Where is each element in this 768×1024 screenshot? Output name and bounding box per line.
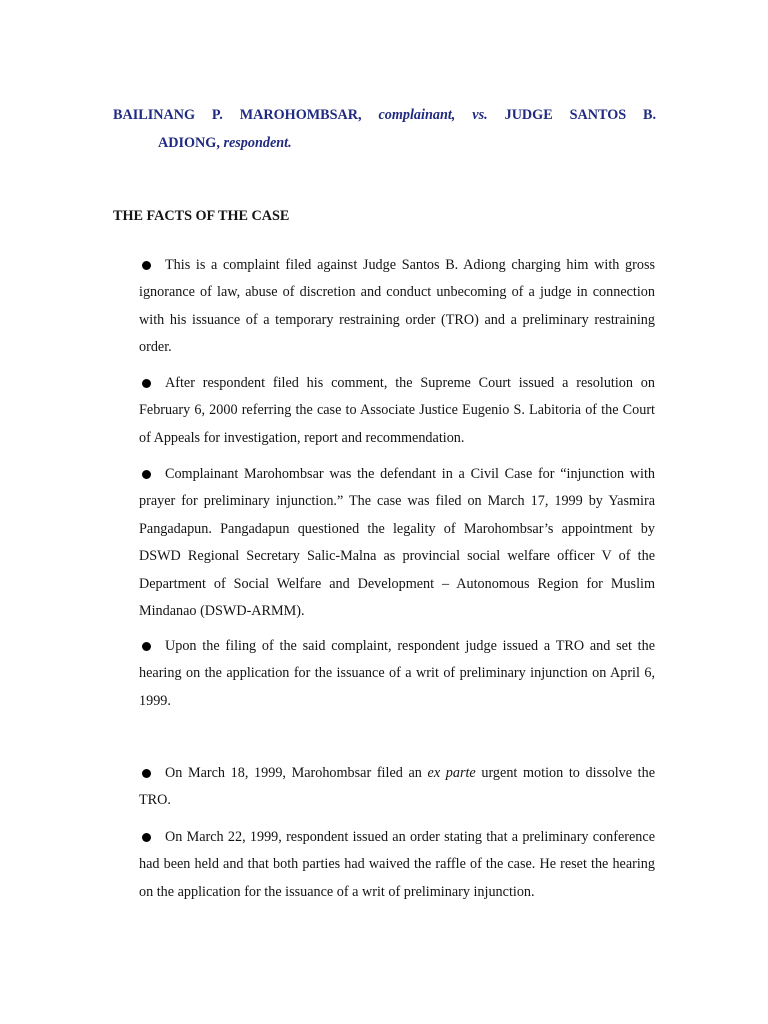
bullet-icon xyxy=(142,379,151,388)
complainant-name: BAILINANG P. MAROHOMBSAR, xyxy=(113,107,362,123)
section-heading: THE FACTS OF THE CASE xyxy=(113,208,290,224)
respondent-surname: ADIONG, xyxy=(158,135,220,151)
fact-text: This is a complaint filed against Judge Santos B. Adiong charging him with gross ignorance of law, abuse of discretion and conduct unbecoming of a judge in connection with his issuance of a temporary restraining order (TRO) and a preliminary restraining order. xyxy=(139,257,655,356)
case-caption xyxy=(113,101,656,157)
fact-text: Complainant Marohombsar was the defendant in a Civil Case for “injunction with prayer for preliminary injunction.” The case was filed on March 17, 1999 by Yasmira Pangadapun. Pangadapun questioned the legality of Marohombsar’s appointment by DSWD Regional Secretary Salic-Malna as provincial social welfare officer V of the Department of Social Welfare and Development – Autonomous Region for Muslim Mindanao (DSWD-ARMM). xyxy=(139,466,655,620)
caption-line-1 xyxy=(113,101,656,129)
bullet-icon xyxy=(142,470,151,479)
complainant-role: complainant, xyxy=(378,107,456,123)
fact-item xyxy=(139,633,655,715)
bullet-icon xyxy=(142,261,151,270)
caption-line-2 xyxy=(113,129,656,157)
fact-item xyxy=(139,370,655,452)
fact-text: Upon the filing of the said complaint, respondent judge issued a TRO and set the hearing on the application for the issuance of a writ of preliminary injunction on April 6, 1999. xyxy=(139,638,655,709)
versus-label: vs. xyxy=(472,107,488,123)
fact-text-after: urgent motion to dissolve the TRO. xyxy=(139,765,656,809)
fact-item xyxy=(139,760,655,815)
fact-item xyxy=(139,824,655,906)
bullet-icon xyxy=(142,833,151,842)
fact-text-before: On March 18, 1999, Marohombsar filed an xyxy=(165,765,422,781)
fact-text: After respondent filed his comment, the Supreme Court issued a resolution on February 6, 2000 referring the case to Associate Justice Eugenio S. Labitoria of the Court of Appeals for investigation, report and recommendation. xyxy=(139,375,655,446)
bullet-icon xyxy=(142,642,151,651)
respondent-role: respondent. xyxy=(223,135,292,151)
fact-item xyxy=(139,252,655,362)
bullet-icon xyxy=(142,769,151,778)
fact-text: On March 22, 1999, respondent issued an order stating that a preliminary conference had been held and that both parties had waived the raffle of the case. He reset the hearing on the application for the issuance of a writ of preliminary injunction. xyxy=(139,829,655,900)
respondent-name: JUDGE SANTOS B. xyxy=(504,107,657,123)
fact-text-italic: ex parte xyxy=(427,765,476,781)
fact-item xyxy=(139,461,655,625)
